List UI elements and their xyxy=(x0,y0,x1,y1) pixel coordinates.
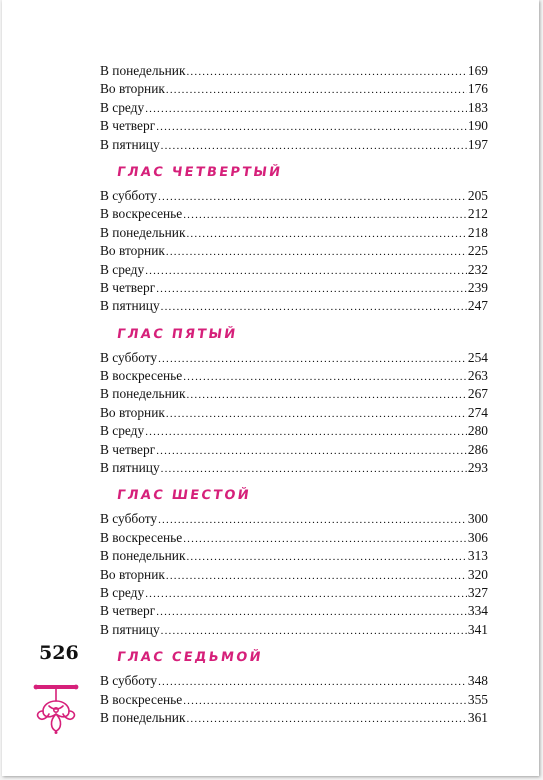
entry-page-number: 169 xyxy=(467,63,488,78)
entry-page-number: 300 xyxy=(467,511,488,527)
entry-label: В пятницу xyxy=(100,136,160,152)
entry-page-number: 254 xyxy=(467,349,488,365)
dot-leader xyxy=(183,692,467,710)
toc-entry xyxy=(100,224,488,242)
entry-page-number: 218 xyxy=(467,224,488,240)
entry-label: В четверг xyxy=(100,441,156,457)
dot-leader xyxy=(186,710,466,728)
entry-label: В субботу xyxy=(100,511,158,527)
entry-label: Во вторник xyxy=(100,243,165,259)
entry-page-number: 232 xyxy=(467,261,488,277)
entry-page-number: 320 xyxy=(467,566,488,582)
entry-page-number: 197 xyxy=(467,136,488,152)
entry-label: В четверг xyxy=(100,118,156,134)
entry-label: В пятницу xyxy=(100,621,160,637)
entry-label: В субботу xyxy=(100,349,158,365)
entry-page-number: 341 xyxy=(467,621,488,637)
toc-entry xyxy=(100,80,488,98)
toc-entry xyxy=(100,422,488,440)
section-heading: ГЛАС ПЯТЫЙ xyxy=(115,326,239,342)
entry-label: В понедельник xyxy=(100,224,186,240)
entry-page-number: 293 xyxy=(467,460,488,476)
section-heading: ГЛАС ШЕСТОЙ xyxy=(115,488,252,504)
entry-page-number: 348 xyxy=(467,673,488,689)
entry-label: В среду xyxy=(100,261,145,277)
toc-entry xyxy=(100,547,488,565)
dot-leader xyxy=(161,137,467,155)
toc-entry xyxy=(100,367,488,385)
entry-label: В понедельник xyxy=(100,63,186,78)
entry-page-number: 274 xyxy=(467,404,488,420)
entry-label: В среду xyxy=(100,423,145,439)
section-heading: ГЛАС СЕДЬМОЙ xyxy=(115,650,264,666)
dot-leader xyxy=(183,368,467,386)
entry-page-number: 334 xyxy=(467,603,488,619)
dot-leader xyxy=(186,225,466,243)
entry-page-number: 280 xyxy=(467,423,488,439)
entry-page-number: 205 xyxy=(467,187,488,203)
entry-label: В понедельник xyxy=(100,548,186,564)
entry-page-number: 263 xyxy=(467,368,488,384)
toc-entry xyxy=(100,672,488,690)
toc-entry xyxy=(100,621,488,639)
entry-page-number: 225 xyxy=(467,243,488,259)
dot-leader xyxy=(156,442,467,460)
dot-leader xyxy=(161,622,467,640)
entry-label: В четверг xyxy=(100,603,156,619)
toc-entry xyxy=(100,441,488,459)
dot-leader xyxy=(145,262,467,280)
entry-page-number: 239 xyxy=(467,279,488,295)
dot-leader xyxy=(156,603,467,621)
entry-label: В пятницу xyxy=(100,460,160,476)
toc-entry xyxy=(100,404,488,422)
entry-page-number: 212 xyxy=(467,206,488,222)
toc-entry xyxy=(100,117,488,135)
entry-label: В воскресенье xyxy=(100,368,183,384)
entry-label: В четверг xyxy=(100,279,156,295)
toc-entry xyxy=(100,602,488,620)
entry-label: В воскресенье xyxy=(100,691,183,707)
toc-entry xyxy=(100,529,488,547)
toc-entry xyxy=(100,510,488,528)
toc-entry xyxy=(100,279,488,297)
entry-label: В среду xyxy=(100,584,145,600)
entry-label: В воскресенье xyxy=(100,206,183,222)
entry-label: В субботу xyxy=(100,673,158,689)
entry-page-number: 327 xyxy=(467,584,488,600)
toc-entry xyxy=(100,261,488,279)
entry-label: В воскресенье xyxy=(100,529,183,545)
toc-entry xyxy=(100,297,488,315)
entry-label: Во вторник xyxy=(100,566,165,582)
entry-label: В понедельник xyxy=(100,709,186,725)
entry-page-number: 247 xyxy=(467,298,488,314)
entry-page-number: 355 xyxy=(467,691,488,707)
entry-page-number: 176 xyxy=(467,81,488,97)
toc-entry xyxy=(100,136,488,154)
toc-entry xyxy=(100,62,488,80)
dot-leader xyxy=(158,350,467,368)
toc-entry xyxy=(100,242,488,260)
entry-label: В среду xyxy=(100,99,145,115)
toc-entry xyxy=(100,205,488,223)
entry-page-number: 190 xyxy=(467,118,488,134)
book-page xyxy=(2,0,539,776)
dot-leader xyxy=(183,530,467,548)
toc-entry xyxy=(100,691,488,709)
dot-leader xyxy=(166,567,467,585)
page-number: 526 xyxy=(39,642,79,664)
dot-leader xyxy=(161,298,467,316)
dot-leader xyxy=(156,118,467,136)
entry-page-number: 267 xyxy=(467,386,488,402)
dot-leader xyxy=(145,585,467,603)
knot-cross-icon xyxy=(31,681,81,735)
entry-label: В субботу xyxy=(100,187,158,203)
dot-leader xyxy=(158,511,467,529)
entry-page-number: 313 xyxy=(467,548,488,564)
dot-leader xyxy=(186,548,466,566)
dot-leader xyxy=(158,673,467,691)
entry-label: В понедельник xyxy=(100,386,186,402)
entry-page-number: 306 xyxy=(467,529,488,545)
dot-leader xyxy=(156,280,467,298)
toc-entry xyxy=(100,99,488,117)
dot-leader xyxy=(161,460,467,478)
entry-page-number: 183 xyxy=(467,99,488,115)
dot-leader xyxy=(145,100,467,118)
dot-leader xyxy=(166,243,467,261)
toc-entry xyxy=(100,566,488,584)
dot-leader xyxy=(145,423,467,441)
entry-page-number: 361 xyxy=(467,709,488,725)
dot-leader xyxy=(166,405,467,423)
toc-entry xyxy=(100,187,488,205)
section-heading: ГЛАС ЧЕТВЕРТЫЙ xyxy=(115,164,284,180)
toc-entry xyxy=(100,584,488,602)
toc-entry xyxy=(100,459,488,477)
dot-leader xyxy=(158,188,467,206)
toc-entry xyxy=(100,349,488,367)
dot-leader xyxy=(183,206,467,224)
entry-label: Во вторник xyxy=(100,404,165,420)
entry-label: Во вторник xyxy=(100,81,165,97)
dot-leader xyxy=(166,81,467,99)
toc-entry xyxy=(100,385,488,403)
dot-leader xyxy=(186,63,466,81)
entry-label: В пятницу xyxy=(100,298,160,314)
table-of-contents xyxy=(100,62,488,727)
entry-page-number: 286 xyxy=(467,441,488,457)
toc-entry xyxy=(100,709,488,727)
dot-leader xyxy=(186,386,466,404)
